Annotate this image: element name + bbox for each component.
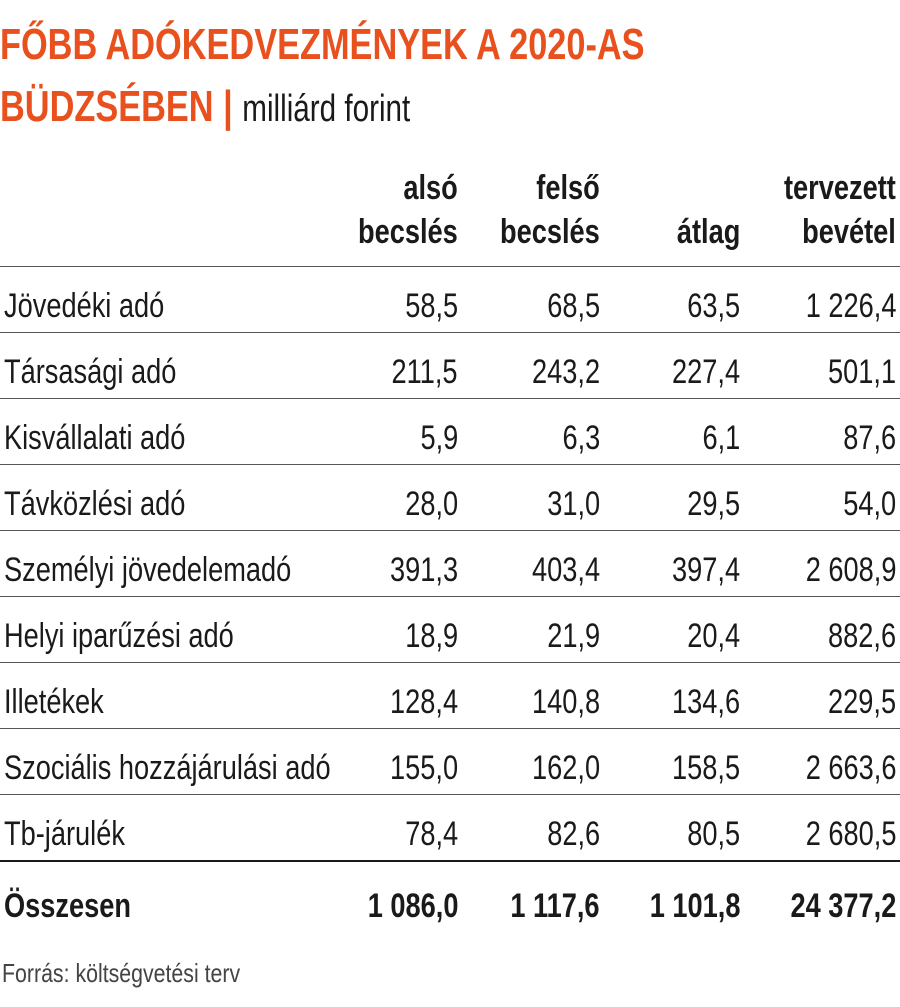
column-header-line: becslés xyxy=(358,213,458,251)
table-cell: 140,8 xyxy=(531,683,600,721)
table-cell: 227,4 xyxy=(671,353,740,391)
column-header-line: bevétel xyxy=(802,213,896,251)
table-cell: 1 117,6 xyxy=(510,887,600,925)
table-cell: 2 608,9 xyxy=(805,551,896,589)
table-cell: 403,4 xyxy=(531,551,600,589)
row-label: Távközlési adó xyxy=(4,485,186,523)
table-cell: 2 680,5 xyxy=(805,815,896,853)
column-header-felso-becsles xyxy=(500,166,600,254)
column-header-line xyxy=(677,166,740,210)
table-cell: 501,1 xyxy=(827,353,896,391)
table-body xyxy=(0,266,900,932)
table-cell: 1 226,4 xyxy=(805,287,896,325)
table-cell: 155,0 xyxy=(389,749,458,787)
table-cell: 134,6 xyxy=(671,683,740,721)
table-cell: 6,1 xyxy=(702,419,740,457)
row-label: Helyi iparűzési adó xyxy=(4,617,234,655)
table-cell: 391,3 xyxy=(389,551,458,589)
table-cell: 63,5 xyxy=(687,287,740,325)
data-table xyxy=(0,160,900,932)
column-header-line: tervezett xyxy=(784,169,896,207)
table-cell: 24 377,2 xyxy=(790,887,896,925)
table-cell: 128,4 xyxy=(389,683,458,721)
table-header xyxy=(0,160,900,266)
source-note: Forrás: költségvetési terv xyxy=(2,958,241,988)
table-cell: 882,6 xyxy=(827,617,896,655)
row-label: Társasági adó xyxy=(4,353,177,391)
chart-title xyxy=(0,14,702,140)
column-header-atlag xyxy=(677,166,740,254)
table-row xyxy=(0,530,900,596)
table-cell: 82,6 xyxy=(547,815,600,853)
table-cell: 28,0 xyxy=(405,485,458,523)
table-cell: 31,0 xyxy=(547,485,600,523)
table-cell: 5,9 xyxy=(420,419,458,457)
table-cell: 2 663,6 xyxy=(805,749,896,787)
table-cell: 58,5 xyxy=(405,287,458,325)
row-label: Jövedéki adó xyxy=(4,287,165,325)
table-row xyxy=(0,596,900,662)
table-cell: 20,4 xyxy=(687,617,740,655)
total-row xyxy=(0,860,900,932)
row-label: Személyi jövedelemadó xyxy=(4,551,292,589)
table-row xyxy=(0,332,900,398)
table-cell: 1 101,8 xyxy=(649,887,740,925)
table-cell: 21,9 xyxy=(547,617,600,655)
table-row xyxy=(0,728,900,794)
table-cell: 54,0 xyxy=(843,485,896,523)
column-header-line: becslés xyxy=(500,213,600,251)
table-cell: 68,5 xyxy=(547,287,600,325)
table-cell: 211,5 xyxy=(391,353,458,391)
title-separator: | xyxy=(223,82,233,131)
row-label: Szociális hozzájárulási adó xyxy=(4,749,331,787)
table-row xyxy=(0,662,900,728)
row-label: Illetékek xyxy=(4,683,104,721)
table-cell: 1 086,0 xyxy=(367,887,458,925)
column-header-tervezett-bevetel xyxy=(784,166,896,254)
row-label: Tb-járulék xyxy=(4,815,125,853)
table-cell: 243,2 xyxy=(531,353,600,391)
table-cell: 229,5 xyxy=(827,683,896,721)
title-line-2 xyxy=(0,76,702,140)
row-label: Összesen xyxy=(4,887,132,925)
column-header-line: alsó xyxy=(403,169,458,207)
table-row xyxy=(0,266,900,332)
column-header-line: felső xyxy=(536,169,600,207)
table-cell: 80,5 xyxy=(687,815,740,853)
title-line-2-text: BÜDZSÉBEN xyxy=(0,82,214,131)
table-cell: 78,4 xyxy=(405,815,458,853)
table-row xyxy=(0,794,900,860)
table-row xyxy=(0,398,900,464)
table-cell: 29,5 xyxy=(687,485,740,523)
row-label: Kisvállalati adó xyxy=(4,419,186,457)
table-cell: 18,9 xyxy=(405,617,458,655)
table-cell: 158,5 xyxy=(671,749,740,787)
column-header-line: átlag xyxy=(676,213,740,251)
table-cell: 87,6 xyxy=(843,419,896,457)
table-row xyxy=(0,464,900,530)
title-line-1: FŐBB ADÓKEDVEZMÉNYEK A 2020-AS xyxy=(0,20,645,69)
table-cell: 6,3 xyxy=(562,419,600,457)
table-cell: 162,0 xyxy=(531,749,600,787)
table-cell: 397,4 xyxy=(671,551,740,589)
unit-label: milliárd forint xyxy=(242,88,411,130)
column-header-also-becsles xyxy=(358,166,458,254)
